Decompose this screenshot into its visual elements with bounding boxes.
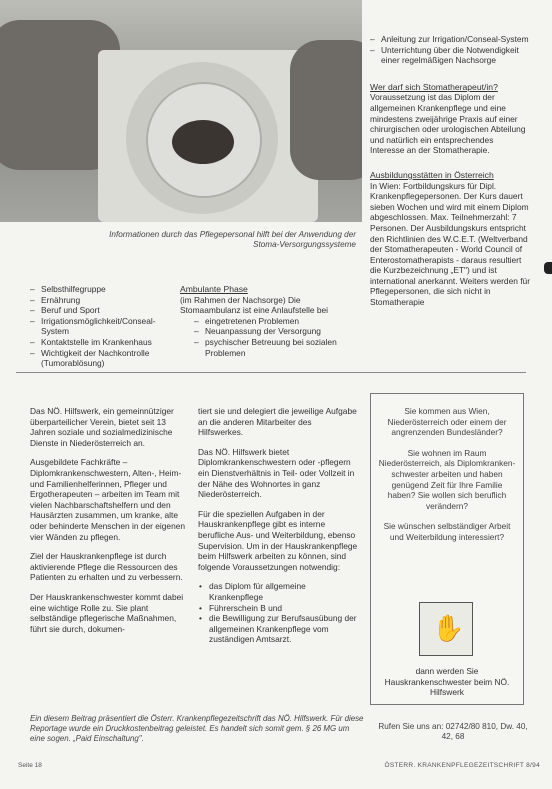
- ausbildung-heading: Ausbildungsstätten in Österreich: [370, 169, 494, 180]
- list-item: – Wichtigkeit der Nachkontrolle (Tumorablösung): [30, 348, 170, 369]
- side-question: Sie wünschen selbständiger Arbeit und Weiterbildung interessiert?: [383, 521, 511, 542]
- page-number: Seite 18: [18, 762, 42, 769]
- left-list-column: [30, 284, 170, 369]
- ambulant-column: [180, 284, 356, 358]
- list-item: – Beruf und Sport: [30, 305, 170, 316]
- stoma-photo: [0, 0, 362, 222]
- recruitment-box: [370, 393, 524, 705]
- paragraph: Ziel der Hauskrankenpflege ist durch aktivierende Pflege die Ressourcen des Patienten zu erhalten und zu verbessern.: [30, 551, 183, 583]
- list-item: – Irrigationsmöglichkeit/Conseal-System: [30, 316, 170, 337]
- ambulant-intro: (im Rahmen der Nachsorge) Die Stomaambulanz ist eine Anlaufstelle bei: [180, 294, 329, 316]
- list-item: • Führerschein B und: [198, 603, 358, 614]
- top-right-column: [370, 34, 530, 308]
- paragraph: Für die speziellen Aufgaben in der Hauskrankenpflege gibt es interne berufliche Aus- und Weiterbildung, ebenso Supervision. Um in der Hauskrankenpflege beim Hilfswerk arbeiten zu können, sind folgende Voraussetzungen notwendig:: [198, 508, 358, 572]
- list-item: – Unterrichtung über die Notwendigkeit einer regelmäßigen Nachsorge: [370, 45, 530, 66]
- hilfswerk-logo: [419, 602, 473, 656]
- ambulant-list: [194, 316, 356, 358]
- contact-phone: Rufen Sie uns an: 02742/80 810, Dw. 40, 42, 68: [378, 722, 528, 742]
- paragraph: Das NÖ. Hilfswerk bietet Diplomkrankenschwestern oder -pflegern ein Dienstverhältnis in Teil- oder Vollzeit in der Nähe des Wohnortes in ganz Niederösterreich.: [198, 446, 355, 500]
- list-item: • das Diplom für allgemeine Krankenpflege: [198, 581, 358, 602]
- list-item: – Neuanpassung der Versorgung: [194, 326, 356, 337]
- hilfswerk-column-2: [198, 406, 358, 645]
- section-divider: [16, 372, 526, 373]
- paragraph: Ausgebildete Fachkräfte – Diplomkrankenschwestern, Alten-, Heim- und Familienhelferinnen, Pfleger und Ergotherapeuten – arbeiten im Team mit vielen Nachbarschaftshelfern und den Hausärzten zusammen, um kranke, alte oder behinderte Menschen in der eigenen vier Wänden zu pflegen.: [30, 457, 186, 542]
- helping-hand-icon: ✋: [432, 613, 465, 643]
- top-right-list: [370, 34, 530, 66]
- list-item: – psychischer Betreuung bei sozialen Problemen: [194, 337, 356, 358]
- list-item: • die Bewilligung zur Berufsausübung der allgemeinen Krankenpflege vom zuständigen Amtsarzt.: [198, 613, 358, 645]
- right-hand: [290, 40, 362, 180]
- hilfswerk-column-1: [30, 406, 186, 643]
- page-edge-mark: [544, 262, 552, 274]
- side-call-to-action: dann werden Sie Hauskrankenschwester beim NÖ. Hilfswerk: [384, 666, 510, 698]
- paragraph: Das NÖ. Hilfswerk, ein gemeinnütziger überparteilicher Verein, bietet seit 13 Jahren soziale und sozialmedizinische Dienste in Niederösterreich an.: [30, 406, 174, 448]
- ambulant-heading: Ambulante Phase: [180, 284, 248, 294]
- stomatherapeut-heading: Wer darf sich Stomatherapeut/in?: [370, 81, 498, 92]
- side-question: Sie kommen aus Wien, Niederösterreich oder einem der angrenzenden Bundesländer?: [387, 406, 507, 438]
- stoma-opening: [172, 120, 234, 164]
- paragraph: Der Hauskrankenschwester kommt dabei eine wichtige Rolle zu. Sie plant selbständige pflegerische Maßnahmen, führt sie durch, dokumen-: [30, 591, 184, 634]
- list-item: – eingetretenen Problemen: [194, 316, 356, 327]
- footnote: Ein diesem Beitrag präsentiert die Österr. Krankenpflegezeitschrift das NÖ. Hilfswerk. Für diese Reportage wurde ein Druckkostenbeitrag geleistet. Es handelt sich somit gem. § 26 MG um eine sogen. „Paid Einschaltung".: [30, 714, 364, 744]
- journal-footer: ÖSTERR. KRANKENPFLEGEZEITSCHRIFT 8/94: [384, 762, 540, 769]
- photo-caption: Informationen durch das Pflegepersonal hilft bei der Anwendung der Stoma-Versorgungssysteme: [109, 230, 356, 250]
- requirements-list: [198, 581, 358, 645]
- left-list: [30, 284, 170, 369]
- list-item: – Ernährung: [30, 295, 170, 306]
- list-item: – Selbsthilfegruppe: [30, 284, 170, 295]
- ausbildung-text: In Wien: Fortbildungskurs für Dipl. Krankenpflegepersonen. Der Kurs dauert sieben Wochen und wird mit einem Diplom abgeschlossen. Max. Teilnehmerzahl: 7 Personen. Der Ausbildungskurs entspricht den Richtlinien des W.C.E.T. (Weltverband der Stomatherapeuten - World Council of Enterostomatherapists - daraus resultiert die Kurzbezeichnung „ET") und ist international anerkannt. Weiters werden für Pflegepersonen, die sich nicht in Stomatherapie: [370, 180, 530, 308]
- paragraph: tiert sie und delegiert die jeweilige Aufgabe an die anderen Mitarbeiter des Hilfswerkes.: [198, 406, 357, 438]
- list-item: – Kontaktstelle im Krankenhaus: [30, 337, 170, 348]
- side-question: Sie wohnen im Raum Niederösterreich, als Diplomkranken-schwester arbeiten und haben genügend Zeit für Ihre Familie haben? Sie wollen sich beruflich verändern?: [378, 447, 516, 511]
- list-item: – Anleitung zur Irrigation/Conseal-System: [370, 34, 530, 45]
- stomatherapeut-text: Voraussetzung ist das Diplom der allgemeinen Krankenpflege und eine mindestens zweijährige Praxis auf einer chirurgischen oder urologischen Abteilung und natürlich ein entsprechendes Interesse an der Stomatherapie.: [370, 92, 526, 156]
